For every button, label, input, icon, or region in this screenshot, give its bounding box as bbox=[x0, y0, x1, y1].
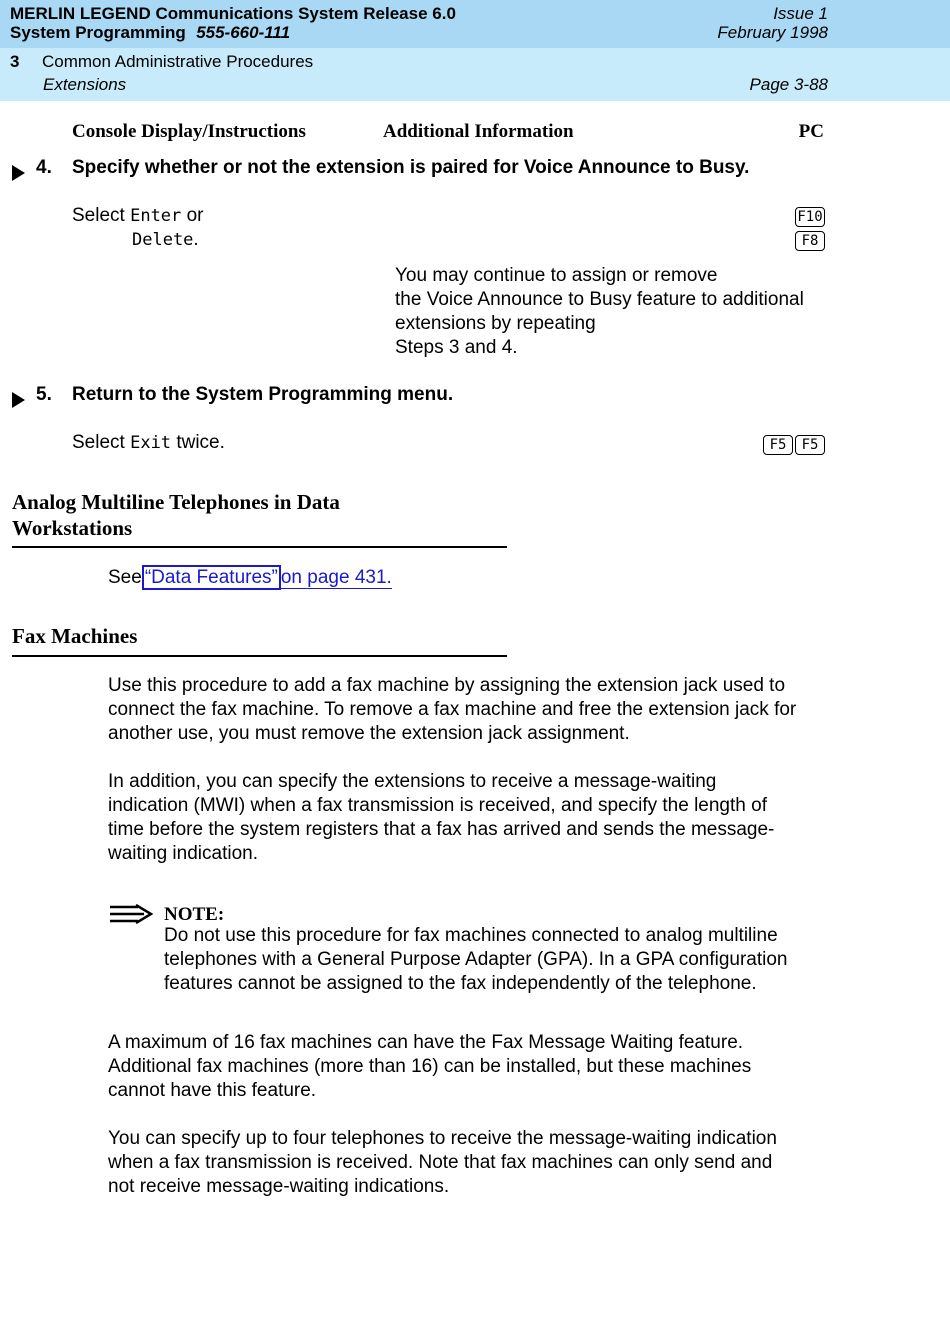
info-line: You may continue to assign or remove bbox=[395, 265, 718, 286]
document-subtitle bbox=[10, 23, 290, 43]
doc-number: 555-660-111 bbox=[196, 23, 291, 42]
paragraph-line: waiting indication. bbox=[108, 843, 258, 864]
step-instruction-line2 bbox=[132, 228, 199, 252]
paragraph-line: connect the fax machine. To remove a fax machine and free the extension jack for bbox=[108, 699, 797, 720]
section-heading: Fax Machines bbox=[12, 624, 138, 648]
step-arrow-icon bbox=[12, 165, 25, 181]
step-instruction bbox=[72, 431, 225, 455]
step-number: 5. bbox=[36, 384, 52, 405]
paragraph bbox=[108, 770, 828, 866]
data-features-link[interactable]: “Data Features” bbox=[142, 565, 281, 590]
option-delete: Delete bbox=[132, 230, 194, 250]
issue-date: February 1998 bbox=[717, 23, 828, 42]
function-key-f10: F10 bbox=[795, 207, 825, 227]
select-word: Select bbox=[72, 205, 125, 226]
see-reference bbox=[108, 566, 392, 590]
paragraph-line: Use this procedure to add a fax machine by assigning the extension jack used to bbox=[108, 675, 786, 696]
step-title: Specify whether or not the extension is paired for Voice Announce to Busy. bbox=[72, 157, 750, 178]
or-word: or bbox=[186, 205, 204, 226]
select-word: Select bbox=[72, 432, 125, 453]
page-431-link[interactable]: on page 431. bbox=[280, 567, 392, 588]
paragraph-line: In addition, you can specify the extensions to receive a message-waiting bbox=[108, 771, 717, 792]
function-key-f5: F5 bbox=[795, 435, 825, 455]
section-heading-line2: Workstations bbox=[12, 516, 133, 540]
note-line: telephones with a General Purpose Adapter (GPA). In a GPA configuration bbox=[164, 949, 788, 970]
note-text bbox=[164, 924, 834, 996]
paragraph-line: when a fax transmission is received. Note that fax machines can only send and bbox=[108, 1152, 773, 1173]
period: . bbox=[193, 229, 199, 250]
column-heading-additional: Additional Information bbox=[383, 121, 574, 142]
section-name: Extensions bbox=[43, 75, 127, 94]
paragraph-line: time before the system registers that a fax has arrived and sends the message- bbox=[108, 819, 775, 840]
section-heading: Analog Multiline Telephones in Data bbox=[12, 490, 340, 514]
note-line: Do not use this procedure for fax machines connected to analog multiline bbox=[164, 925, 778, 946]
note-label: NOTE: bbox=[164, 904, 225, 925]
issue-label: Issue 1 bbox=[773, 4, 828, 23]
paragraph-line: not receive message-waiting indications. bbox=[108, 1176, 450, 1197]
twice-word: twice. bbox=[176, 432, 225, 453]
function-key-f5: F5 bbox=[763, 435, 793, 455]
note-hand-icon bbox=[108, 904, 154, 924]
page-number: Page 3-88 bbox=[749, 75, 828, 94]
info-line: Steps 3 and 4. bbox=[395, 337, 518, 358]
section-rule bbox=[12, 546, 507, 548]
function-key-f8: F8 bbox=[795, 231, 825, 251]
chapter-number: 3 bbox=[10, 52, 20, 71]
paragraph-line: Additional fax machines (more than 16) can be installed, but these machines bbox=[108, 1056, 752, 1077]
section-rule bbox=[12, 655, 507, 657]
step-instruction bbox=[72, 204, 203, 228]
step-title: Return to the System Programming menu. bbox=[72, 384, 454, 405]
chapter-title: Common Administrative Procedures bbox=[42, 52, 314, 71]
note-line: features cannot be assigned to the fax independently of the telephone. bbox=[164, 973, 757, 994]
paragraph bbox=[108, 674, 828, 746]
paragraph bbox=[108, 1031, 828, 1103]
info-line: the Voice Announce to Busy feature to additional bbox=[395, 289, 804, 310]
step-arrow-icon bbox=[12, 392, 25, 408]
paragraph-line: cannot have this feature. bbox=[108, 1080, 317, 1101]
document-title: MERLIN LEGEND Communications System Release 6.0 bbox=[10, 4, 456, 23]
paragraph-line: You can specify up to four telephones to receive the message-waiting indication bbox=[108, 1128, 777, 1149]
paragraph bbox=[108, 1127, 828, 1199]
column-heading-console: Console Display/Instructions bbox=[72, 121, 306, 142]
subtitle-text: System Programming bbox=[10, 23, 186, 42]
step-number: 4. bbox=[36, 157, 52, 178]
option-exit: Exit bbox=[130, 433, 172, 453]
see-word: See bbox=[108, 567, 142, 588]
option-enter: Enter bbox=[130, 206, 182, 226]
column-heading-pc: PC bbox=[798, 121, 824, 142]
paragraph-line: A maximum of 16 fax machines can have the Fax Message Waiting feature. bbox=[108, 1032, 744, 1053]
paragraph-line: another use, you must remove the extension jack assignment. bbox=[108, 723, 630, 744]
info-line: extensions by repeating bbox=[395, 313, 596, 334]
paragraph-line: indication (MWI) when a fax transmission is received, and specify the length of bbox=[108, 795, 767, 816]
